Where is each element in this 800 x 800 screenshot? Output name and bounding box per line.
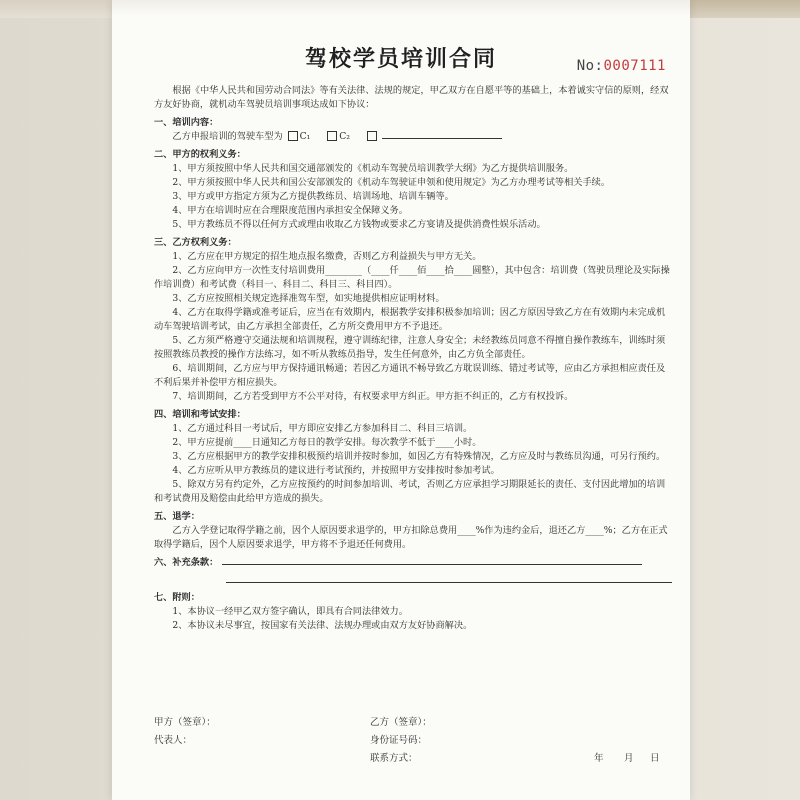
section-2-item: 3、甲方或甲方指定方须为乙方提供教练员、培训场地、培训车辆等。 <box>172 190 454 202</box>
section-7-item: 2、本协议未尽事宜，按国家有关法律、法规办理或由双方友好协商解决。 <box>172 620 473 632</box>
section-3-item: 4、乙方在取得学籍或准考证后，应当在有效期内，根据教学安排积极参加培训；因乙方原因导致乙方在有效期内未完成机动车驾驶培训考试，由乙方承担全部责任，乙方所交费用甲方不予退还。 <box>154 306 666 332</box>
date-month: 月 <box>624 753 634 764</box>
party-b-seal-label: 乙方（签章）： <box>370 717 432 728</box>
section-3-item: 2、乙方应向甲方一次性支付培训费用________（____仟____佰____拾____圆整），其中包含：培训费（驾驶员理论及实际操作培训费）和考试费（科目一、科目二、科目三、科目四）。 <box>154 264 670 290</box>
background-edge-right <box>688 0 800 18</box>
party-a-seal-label: 甲方（签章）： <box>154 717 216 728</box>
contract-paper <box>112 0 690 800</box>
section-5-title: 五、退学： <box>154 510 200 522</box>
section-4-item: 5、除双方另有约定外，乙方应按预约的时间参加培训、考试，否则乙方应承担学习期限延长的责任、支付因此增加的培训和考试费用及赔偿由此给甲方造成的损失。 <box>154 478 666 504</box>
section-2-item: 2、甲方须按照中华人民共和国公安部颁发的《机动车驾驶证申领和使用规定》为乙方办理考试等相关手续。 <box>172 176 611 188</box>
supplement-line-2[interactable] <box>226 573 672 583</box>
section-3-item: 1、乙方应在甲方规定的招生地点报名缴费，否则乙方利益损失与甲方无关。 <box>172 250 482 262</box>
section-4-item: 2、甲方应提前____日通知乙方每日的教学安排。每次教学不低于____小时。 <box>172 436 482 448</box>
section-4-title: 四、培训和考试安排： <box>154 408 246 420</box>
background-edge-left <box>0 0 112 18</box>
section-7-title: 七、附则： <box>154 592 200 604</box>
section-4-item: 1、乙方通过科目一考试后，甲方即应安排乙方参加科目二、科目三培训。 <box>172 422 473 434</box>
section-1-line <box>154 130 672 144</box>
other-vehicle-line[interactable] <box>382 130 502 139</box>
signature-row-3 <box>154 750 672 768</box>
contract-title: 驾校学员培训合同 <box>304 46 497 72</box>
representative-label: 代表人： <box>154 735 193 746</box>
section-7-item: 1、本协议一经甲乙双方签字确认，即具有合同法律效力。 <box>172 606 408 618</box>
checkbox-c1-label: C₁ <box>299 130 311 142</box>
intro-paragraph: 根据《中华人民共和国劳动合同法》等有关法律、法规的规定，甲乙双方在自愿平等的基础上，本着诚实守信的原则，经双方友好协商，就机动车驾驶员培训事项达成如下协议： <box>154 85 669 110</box>
signature-row-1 <box>154 714 672 732</box>
signature-block <box>154 714 672 768</box>
date-day: 日 <box>650 753 660 764</box>
section-3-item: 7、培训期间，乙方若受到甲方不公平对待，有权要求甲方纠正。甲方拒不纠正的，乙方有权投诉。 <box>172 390 574 402</box>
section-2-item: 4、甲方在培训时应在合理限度范围内承担安全保障义务。 <box>172 204 408 216</box>
section-3-title: 三、乙方权利义务： <box>154 236 237 248</box>
contact-label: 联系方式： <box>370 753 418 764</box>
checkbox-c2[interactable] <box>327 131 337 141</box>
section-6-title <box>154 556 672 570</box>
section-6-label: 六、补充条款： <box>154 556 219 568</box>
section-2-item: 5、甲方教练员不得以任何方式或理由收取乙方钱物或要求乙方宴请及提供消费性娱乐活动。 <box>172 218 546 230</box>
section-3-item: 3、乙方应按照相关规定选择准驾车型，如实地提供相应证明材料。 <box>172 292 445 304</box>
signature-row-2 <box>154 732 672 750</box>
serial-value: 0007111 <box>603 58 666 74</box>
checkbox-other[interactable] <box>367 131 377 141</box>
serial-prefix: No: <box>576 58 604 74</box>
section-3-item: 5、乙方须严格遵守交通法规和培训规程，遵守训练纪律，注意人身安全；未经教练员同意不得擅自操作教练车，训练时须按照教练员教授的操作方法练习，如不听从教练员指导，发生任何意外，由乙方负全部责任。 <box>154 334 666 360</box>
section-5-text: 乙方入学登记取得学籍之前，因个人原因要求退学的，甲方扣除总费用____%作为违约金后，退还乙方____%；乙方在正式取得学籍后，因个人原因要求退学，甲方将不予退还任何费用。 <box>154 524 668 550</box>
date-year: 年 <box>594 753 604 764</box>
contract-body <box>154 84 672 633</box>
serial-number <box>577 58 666 74</box>
section-2-title: 二、甲方的权利义务： <box>154 148 246 160</box>
vehicle-type-label: 乙方申报培训的驾驶车型为 <box>172 130 283 142</box>
section-2-item: 1、甲方须按照中华人民共和国交通部颁发的《机动车驾驶员培训教学大纲》为乙方提供培训服务。 <box>172 162 574 174</box>
section-1-title: 一、培训内容： <box>154 116 219 128</box>
checkbox-c2-label: C₂ <box>339 130 350 142</box>
section-4-item: 3、乙方应根据甲方的教学安排积极预约培训并按时参加，如因乙方有特殊情况，乙方应及时与教练员沟通，可另行预约。 <box>172 450 666 462</box>
checkbox-c1[interactable] <box>288 131 298 141</box>
id-number-label: 身份证号码： <box>370 735 428 746</box>
supplement-line-1[interactable] <box>222 556 642 565</box>
section-4-item: 4、乙方应听从甲方教练员的建议进行考试预约，并按照甲方安排按时参加考试。 <box>172 464 500 476</box>
section-3-item: 6、培训期间，乙方应与甲方保持通讯畅通；若因乙方通讯不畅导致乙方耽误训练、错过考试等，应由乙方承担相应责任及不利后果并补偿甲方相应损失。 <box>154 362 666 388</box>
